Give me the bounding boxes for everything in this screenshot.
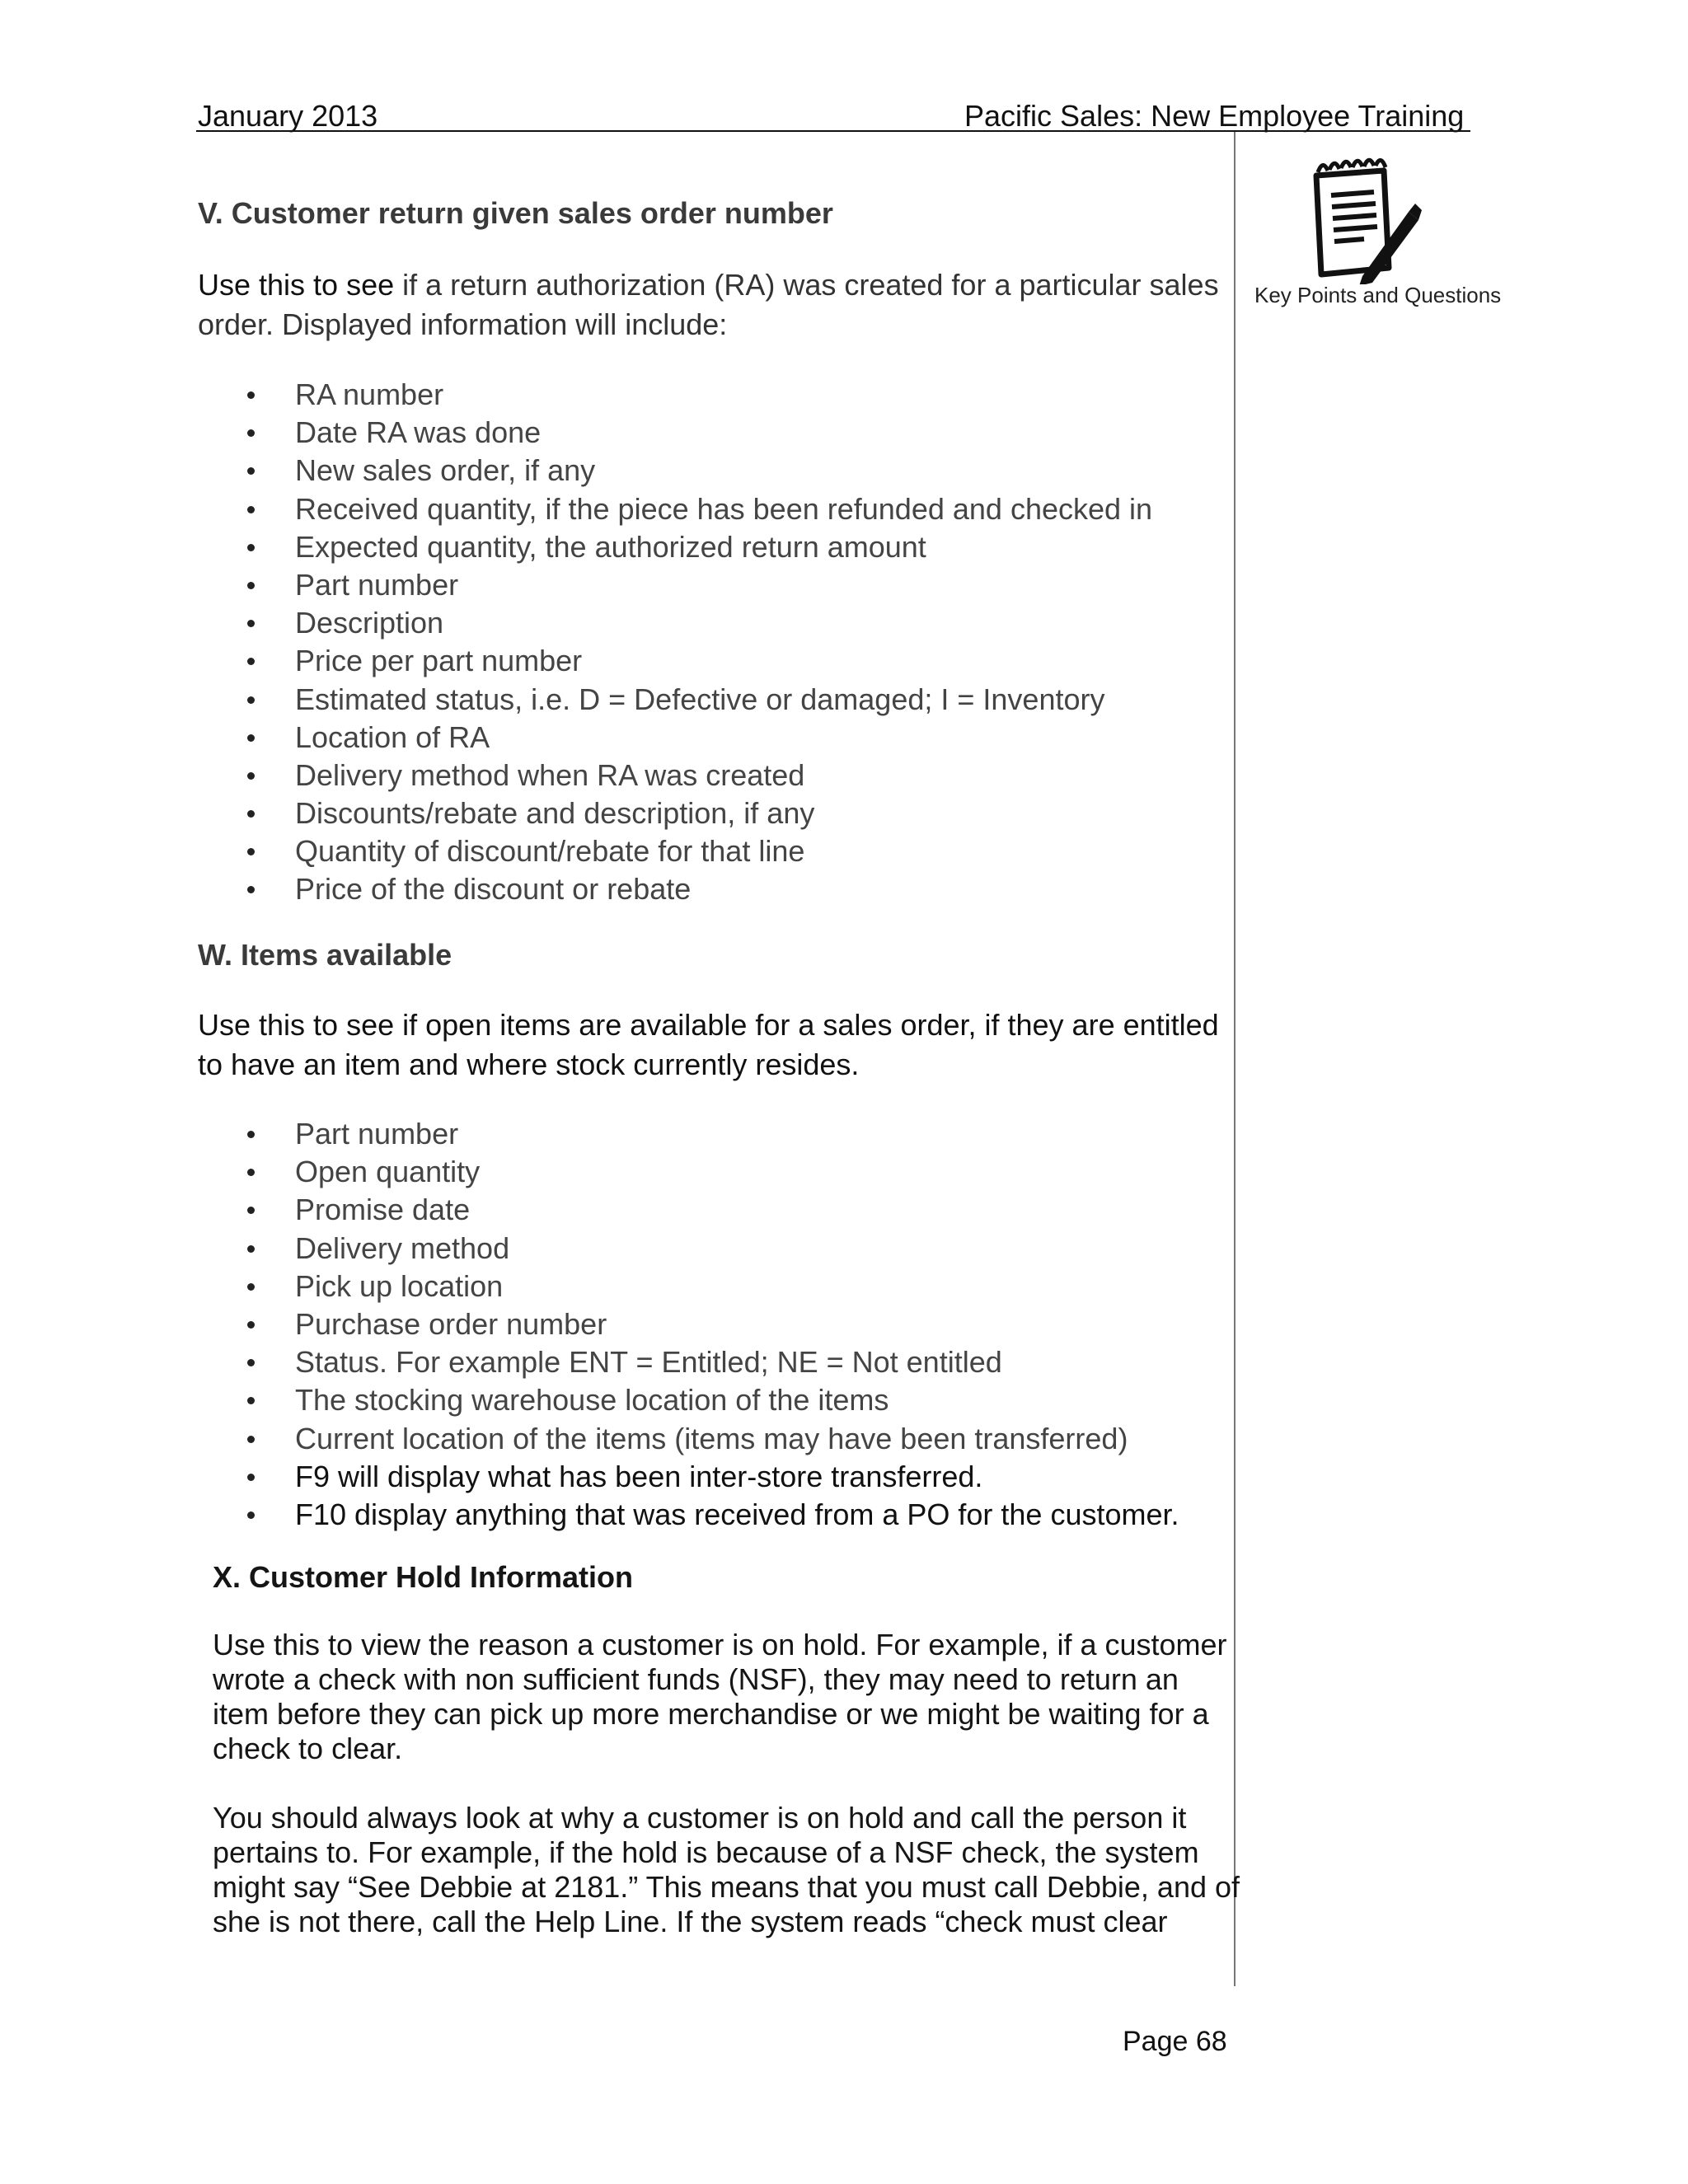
bullet-icon xyxy=(247,620,255,627)
section-w-intro-lead: Use this to see xyxy=(198,1008,395,1042)
bullet-icon xyxy=(247,658,255,665)
bullet-icon xyxy=(247,391,255,399)
page-number: Page 68 xyxy=(1123,2026,1227,2057)
list-item xyxy=(198,870,1152,908)
list-item-text: Part number xyxy=(295,567,459,602)
section-x-para-2: You should always look at why a customer is on hold and call the person it pertains to. For example, if the hold is because of a NSF check, the system might say “See Debbie at 2181.” This means that you must call Debbie, and of she is not there, call the Help Line. If the system reads “check must clear xyxy=(213,1801,1240,1938)
list-item xyxy=(198,1343,1179,1381)
list-item xyxy=(198,604,1152,642)
section-v-intro xyxy=(198,265,1228,344)
list-item xyxy=(198,1496,1179,1534)
list-item xyxy=(198,719,1152,757)
list-item-text: Status. For example ENT = Entitled; NE = Not entitled xyxy=(295,1345,1002,1380)
bullet-icon xyxy=(247,1283,255,1291)
list-item-text: Description xyxy=(295,606,444,640)
list-item-text: Part number xyxy=(295,1117,459,1151)
list-item xyxy=(198,1191,1179,1229)
section-x-heading: X. Customer Hold Information xyxy=(213,1560,634,1594)
list-item xyxy=(198,832,1152,870)
bullet-icon xyxy=(247,772,255,780)
section-x-para-1: Use this to view the reason a customer is on hold. For example, if a customer wrote a check with non sufficient funds (NSF), they may need to return an item before they can pick up more merchandise or we might be waiting for a check to clear. xyxy=(213,1628,1227,1765)
bullet-icon xyxy=(247,429,255,437)
bullet-icon xyxy=(247,886,255,893)
list-item-text: Open quantity xyxy=(295,1155,481,1189)
list-item xyxy=(198,642,1152,680)
bullet-icon xyxy=(247,582,255,589)
section-w-intro xyxy=(198,1005,1228,1085)
list-item xyxy=(198,757,1152,794)
list-item-text: Delivery method when RA was created xyxy=(295,757,805,792)
list-item xyxy=(198,528,1152,566)
list-item-text: Purchase order number xyxy=(295,1306,607,1341)
bullet-icon xyxy=(247,810,255,818)
bullet-icon xyxy=(247,696,255,704)
list-item xyxy=(198,1115,1179,1153)
list-item-text: Price of the discount or rebate xyxy=(295,872,692,907)
section-v-intro-lead: Use this to see xyxy=(198,268,395,302)
list-item-text: F10 display anything that was received from a PO for the customer. xyxy=(295,1497,1179,1531)
header-title: Pacific Sales: New Employee Training xyxy=(964,99,1465,133)
list-item xyxy=(198,1153,1179,1191)
bullet-icon xyxy=(247,1511,255,1519)
list-item xyxy=(198,490,1152,528)
section-v-intro-rest: if a return authorization (RA) was created for a particular sales order. Displayed information will include: xyxy=(198,268,1219,341)
bullet-icon xyxy=(247,734,255,742)
section-w-intro-rest: if open items are available for a sales order, if they are entitled to have an item and where stock currently resides. xyxy=(198,1008,1219,1081)
list-item xyxy=(198,414,1152,452)
list-item-text: Current location of the items (items may have been transferred) xyxy=(295,1421,1128,1455)
list-item-text: F9 will display what has been inter-store transferred. xyxy=(295,1459,983,1493)
bullet-icon xyxy=(247,1436,255,1443)
list-item-text: New sales order, if any xyxy=(295,453,596,488)
list-item-text: Promise date xyxy=(295,1193,471,1227)
bullet-icon xyxy=(247,506,255,513)
bullet-icon xyxy=(247,1397,255,1404)
list-item xyxy=(198,566,1152,604)
list-item-text: Price per part number xyxy=(295,644,583,678)
section-v-heading: V. Customer return given sales order number xyxy=(198,196,833,230)
list-item-text: Discounts/rebate and description, if any xyxy=(295,796,815,831)
bullet-icon xyxy=(247,1474,255,1481)
notepad-icon xyxy=(1298,152,1422,284)
list-item xyxy=(198,1381,1179,1419)
list-item xyxy=(198,1420,1179,1458)
margin-caption: Key Points and Questions xyxy=(1254,283,1502,307)
list-item xyxy=(198,1458,1179,1496)
section-w-heading: W. Items available xyxy=(198,938,452,972)
bullet-icon xyxy=(247,848,255,855)
list-item xyxy=(198,1268,1179,1305)
section-w-list xyxy=(198,1115,1179,1534)
list-item-text: Expected quantity, the authorized return amount xyxy=(295,529,926,564)
bullet-icon xyxy=(247,1207,255,1214)
list-item-text: RA number xyxy=(295,377,444,411)
bullet-icon xyxy=(247,1359,255,1366)
section-v-list xyxy=(198,376,1152,909)
list-item xyxy=(198,794,1152,832)
list-item-text: The stocking warehouse location of the items xyxy=(295,1383,889,1418)
bullet-icon xyxy=(247,1245,255,1253)
bullet-icon xyxy=(247,544,255,551)
bullet-icon xyxy=(247,1131,255,1138)
list-item-text: Date RA was done xyxy=(295,415,542,450)
list-item xyxy=(198,681,1152,719)
bullet-icon xyxy=(247,1169,255,1176)
list-item-text: Pick up location xyxy=(295,1268,504,1303)
list-item xyxy=(198,1230,1179,1268)
list-item-text: Location of RA xyxy=(295,719,490,754)
bullet-icon xyxy=(247,1321,255,1329)
list-item xyxy=(198,376,1152,414)
header-date: January 2013 xyxy=(198,99,378,133)
list-item xyxy=(198,1305,1179,1343)
list-item-text: Delivery method xyxy=(295,1230,510,1265)
header-rule xyxy=(196,130,1470,132)
bullet-icon xyxy=(247,467,255,475)
list-item-text: Quantity of discount/rebate for that line xyxy=(295,834,805,869)
list-item xyxy=(198,452,1152,490)
list-item-text: Received quantity, if the piece has been refunded and checked in xyxy=(295,491,1153,526)
list-item-text: Estimated status, i.e. D = Defective or damaged; I = Inventory xyxy=(295,682,1105,716)
